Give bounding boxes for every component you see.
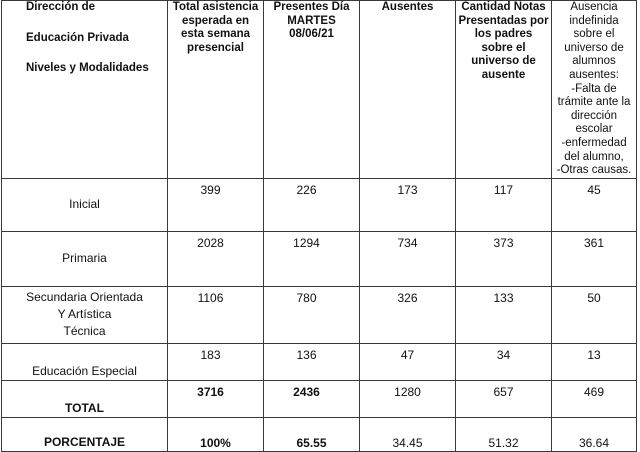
cell-value: 2436 [293, 384, 320, 399]
cell-presentes [264, 286, 360, 343]
row-label-line: Y Artística [57, 307, 112, 322]
cell-presentes: 65.55 [264, 417, 360, 451]
total-label: TOTAL [2, 380, 168, 417]
header-presentes: Presentes Día MARTES 08/06/21 [264, 1, 360, 179]
row-label [2, 286, 168, 343]
cell-total: 100% [168, 417, 264, 451]
cell-total [168, 178, 264, 231]
cell-presentes [264, 178, 360, 231]
cell-ausentes: 326 [360, 286, 456, 343]
header-lead-line: Niveles y Modalidades [26, 62, 149, 75]
cell-presentes [264, 231, 360, 286]
percent-row [2, 417, 637, 451]
table-row [2, 178, 637, 231]
cell-total [168, 231, 264, 286]
header-ausentes: Ausentes [360, 1, 456, 179]
cell-ausentes: 47 [360, 343, 456, 380]
percent-label: PORCENTAJE [2, 417, 168, 451]
table-row [2, 231, 637, 286]
header-ausencia-title: Ausencia indefinida sobre el universo de alumnos ausentes: [564, 1, 624, 81]
header-lead-line: Educación Privada [26, 31, 129, 44]
header-cantidad-notas: Cantidad Notas Presentadas por los padres sobre el universo de ausente [456, 1, 552, 179]
cell-indefinida: 13 [552, 343, 637, 380]
header-ausencia-item: -Falta de trámite ante la dirección escolar [557, 82, 631, 136]
cell-ausentes: 173 [360, 178, 456, 231]
cell-value: 2028 [197, 235, 224, 250]
cell-value: 399 [200, 182, 221, 197]
cell-notas: 373 [456, 231, 552, 286]
cell-notas: 657 [456, 380, 552, 417]
table-row [2, 343, 637, 380]
cell-notas: 117 [456, 178, 552, 231]
header-ausencia-indefinida [552, 1, 637, 179]
row-label-line: Secundaria Orientada [26, 290, 143, 305]
cell-ausentes: 734 [360, 231, 456, 286]
cell-indefinida: 50 [552, 286, 637, 343]
total-row [2, 380, 637, 417]
cell-indefinida: 36.64 [552, 417, 637, 451]
table-row [2, 286, 637, 343]
row-label: Inicial [2, 178, 168, 231]
cell-notas: 51.32 [456, 417, 552, 451]
cell-value: 136 [296, 347, 317, 362]
row-label: Educación Especial [2, 343, 168, 380]
header-total-asistencia: Total asistencia esperada en esta semana presencial [168, 1, 264, 179]
cell-value: 3716 [197, 384, 224, 399]
header-ausencia-item: -enfermedad del alumno, [561, 136, 627, 163]
cell-value: 1106 [197, 290, 224, 305]
row-label: Primaria [2, 231, 168, 286]
cell-value: 780 [296, 290, 317, 305]
header-ausencia-item: -Otras causas. [556, 164, 632, 177]
cell-value: 1294 [293, 235, 320, 250]
cell-presentes [264, 343, 360, 380]
row-label-line: Técnica [63, 324, 106, 339]
cell-presentes [264, 380, 360, 417]
cell-ausentes: 1280 [360, 380, 456, 417]
header-row [2, 1, 637, 179]
cell-total [168, 343, 264, 380]
attendance-table [1, 0, 637, 452]
cell-indefinida: 45 [552, 178, 637, 231]
cell-value: 183 [200, 347, 221, 362]
cell-value: 226 [296, 182, 317, 197]
cell-indefinida: 469 [552, 380, 637, 417]
cell-notas: 133 [456, 286, 552, 343]
header-level-cell [2, 1, 168, 179]
cell-indefinida: 361 [552, 231, 637, 286]
cell-ausentes: 34.45 [360, 417, 456, 451]
cell-notas: 34 [456, 343, 552, 380]
cell-total [168, 380, 264, 417]
header-lead-line: Dirección de [26, 1, 96, 13]
cell-total [168, 286, 264, 343]
